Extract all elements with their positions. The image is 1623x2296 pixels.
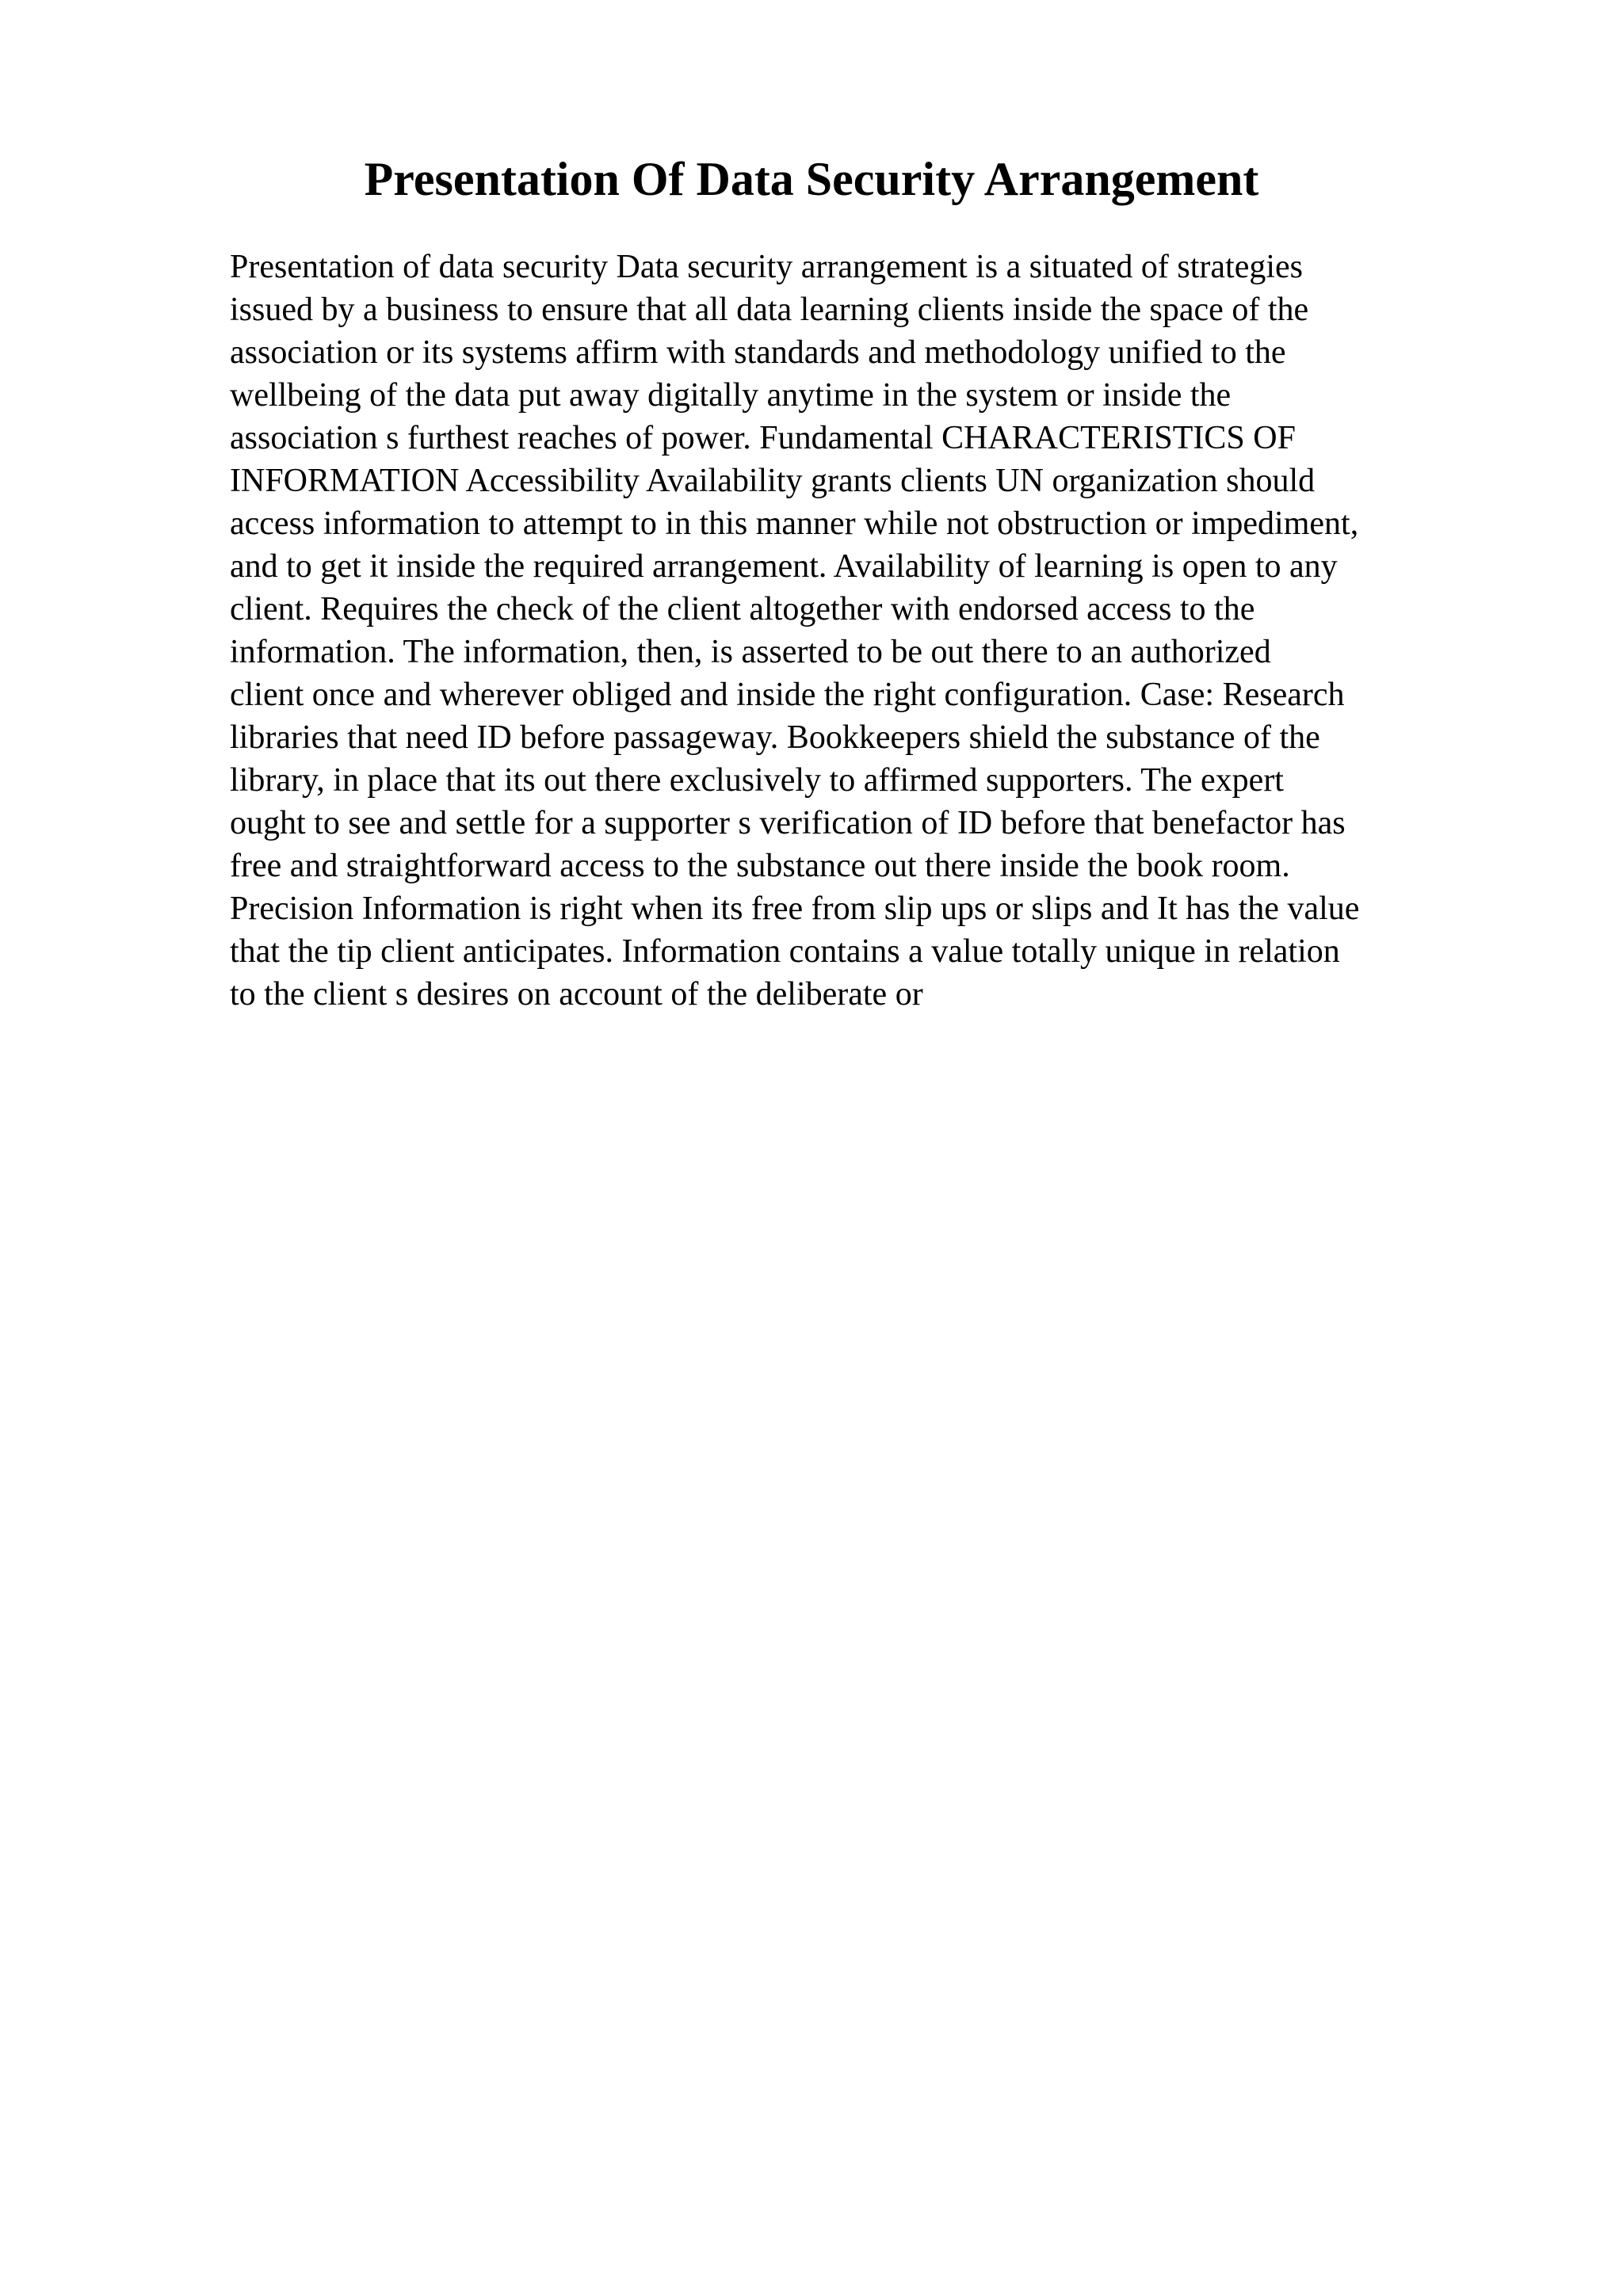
body-line: Presentation of data security Data security arrangement is a situated of strategies <box>230 249 1304 285</box>
body-line: Precision Information is right when its free from slip ups or slips and It has the value <box>230 891 1360 927</box>
body-line: access information to attempt to in this manner while not obstruction or impediment, <box>230 505 1359 542</box>
page-title: Presentation Of Data Security Arrangement <box>364 153 1259 205</box>
body-line: client once and wherever obliged and inside the right configuration. Case: Research <box>230 677 1345 713</box>
body-line: library, in place that its out there exclusively to affirmed supporters. The expert <box>230 762 1284 799</box>
body-line: association s furthest reaches of power. Fundamental CHARACTERISTICS OF <box>230 420 1296 456</box>
body-text <box>230 246 1498 1016</box>
body-line: free and straightforward access to the substance out there inside the book room. <box>230 848 1290 884</box>
body-line: issued by a business to ensure that all data learning clients inside the space of the <box>230 292 1309 328</box>
body-line: information. The information, then, is asserted to be out there to an authorized <box>230 634 1271 670</box>
body-line: ought to see and settle for a supporter s verification of ID before that benefactor has <box>230 805 1346 841</box>
body-line: association or its systems affirm with standards and methodology unified to the <box>230 334 1286 371</box>
body-line: that the tip client anticipates. Information contains a value totally unique in relation <box>230 933 1340 970</box>
body-line: libraries that need ID before passageway. Bookkeepers shield the substance of the <box>230 719 1320 756</box>
body-line: and to get it inside the required arrangement. Availability of learning is open to any <box>230 548 1338 585</box>
body-line: to the client s desires on account of the deliberate or <box>230 976 923 1013</box>
body-line: INFORMATION Accessibility Availability grants clients UN organization should <box>230 463 1316 499</box>
body-line: wellbeing of the data put away digitally anytime in the system or inside the <box>230 377 1232 414</box>
body-line: client. Requires the check of the client altogether with endorsed access to the <box>230 591 1255 627</box>
